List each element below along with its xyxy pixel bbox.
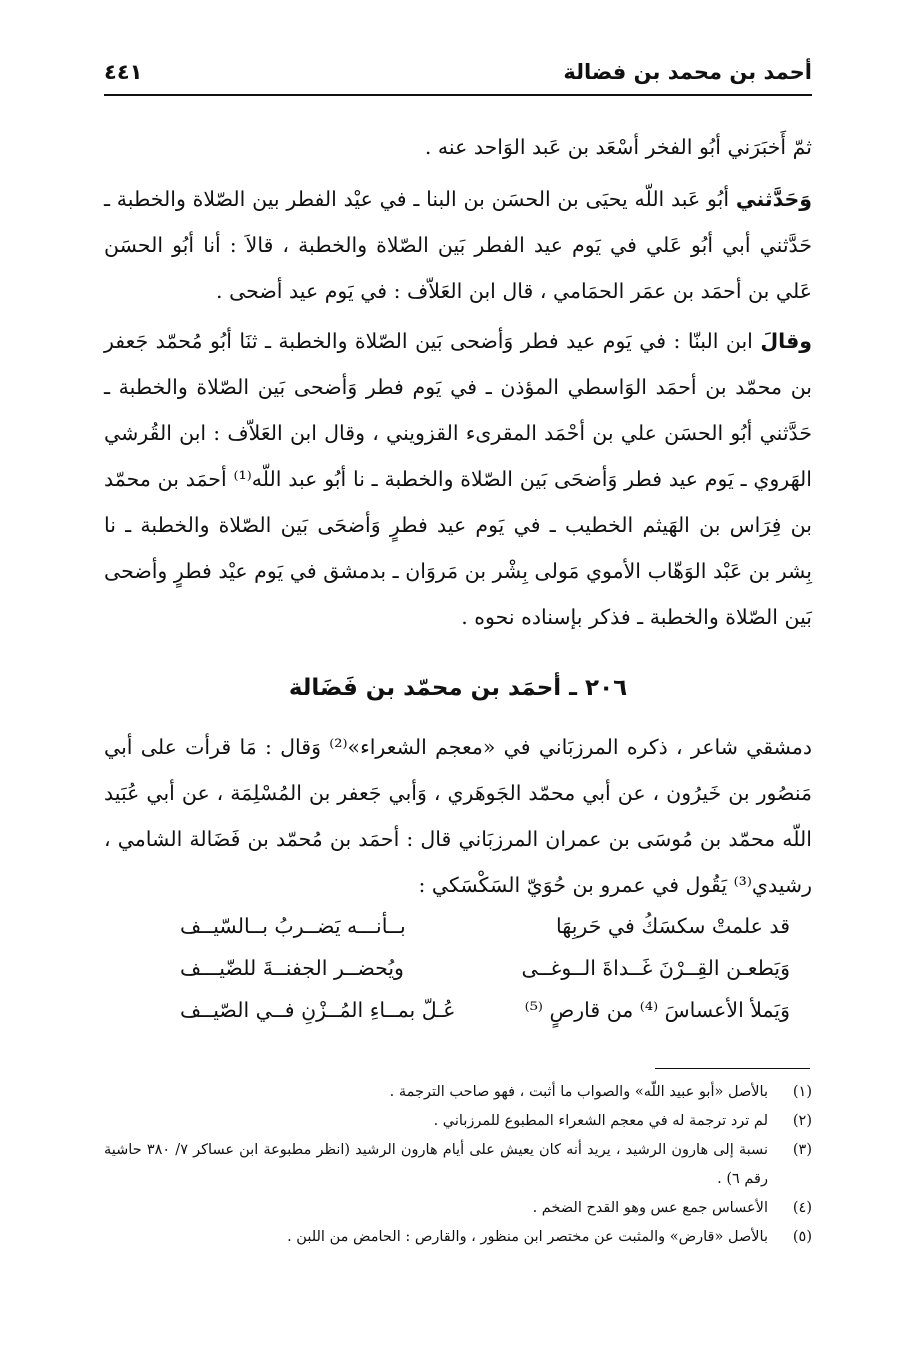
footnote-text: نسبة إلى هارون الرشيد ، يريد أنه كان يعيش على أيام هارون الرشيد (انظر مطبوعة ابن عساكر ٧/ ٣٨٠ حاشية رقم ٦) . (104, 1142, 769, 1187)
section-heading: ٢٠٦ ـ أحمَد بن محمّد بن فَضَالة (288, 675, 628, 701)
verse-line (150, 914, 810, 956)
verse-second-hemistich: عُـلّ بمــاءِ المُــزْنِ فــي الصّيــف (180, 998, 456, 1022)
footnote-divider (655, 1068, 810, 1069)
verse-line (150, 998, 810, 1040)
footnote-number: (٤) (792, 1200, 812, 1216)
verse-second-hemistich: ويُحضــر الجفنــةَ للضّيـــف (180, 956, 404, 980)
footnote-number: (٥) (792, 1229, 812, 1245)
footnote (104, 1107, 812, 1136)
footnote (104, 1223, 812, 1252)
paragraph-2-text: أبُو عَبد اللّه يحيَى بن الحسَن بن البنا ـ في عيْد الفطر بين الصّلاة والخطبة ـ حَدَّثني أبي أبُو عَلي في يَوم عيد الفطر بَين الصّلاة والخطبة ، قالاَ : أنا أبُو الحسَن عَلي بن أحمَد بن عمَر الحمَامي ، قال ابن العَلاّف : في يَوم عيد أضحى . (104, 187, 812, 303)
footnote (104, 1136, 812, 1194)
footnote-number: (١) (792, 1084, 812, 1100)
footnote-number: (٢) (792, 1113, 812, 1129)
paragraph-2 (104, 176, 812, 314)
footnotes (104, 1078, 812, 1252)
footnote-text: بالأصل «أبو عبيد اللّه» والصواب ما أثبت ، فهو صاحب الترجمة . (389, 1084, 768, 1100)
section-intro: دمشقي شاعر ، ذكره المرزبَاني في «معجم الشعراء»⁽²⁾ وَقال : مَا قرأت على أبي مَنصُور بن خَيرُون ، عن أبي محمّد الجَوهَري ، وَأبي جَعفر بن المُسْلِمَة ، عن أبي عُبَيد اللّه محمّد بن مُوسَى بن عمران المرزبَاني قال : أحمَد بن مُحمّد بن فَضَالة الشامي ، رشيدي⁽³⁾ يَقُول في عمرو بن حُوَيّ السَكْسَكي : (104, 735, 812, 897)
page-number: ٤٤١ (104, 60, 143, 84)
footnote (104, 1194, 812, 1223)
paragraph-2-lead: وَحَدَّثني (735, 187, 812, 211)
paragraph-3 (104, 318, 812, 640)
paragraph-1: ثمّ أَخبَرَني أبُو الفخر أسْعَد بن عَبد الوَاحد عنه . (424, 135, 812, 159)
paragraph-3-lead: وقالَ (760, 329, 812, 353)
verse-line (150, 956, 810, 998)
verse-first-hemistich: وَيَطعـن القِــرْنَ غَــداةَ الــوغــى (521, 956, 790, 980)
paragraph-3-text: ابن البنّا : في يَوم عيد فطر وَأضحى بَين الصّلاة والخطبة ـ ثنَا أبُو مُحمّد جَعفر بن محمّد بن أحمَد الوَاسطي المؤذن ـ في يَوم فطر وَأضحى بَين الصّلاة والخطبة ـ حَدَّثني أبُو الحسَن علي بن أحْمَد المقرىء القزويني ، وقال ابن العَلاّف : ابن القُرشي الهَروي ـ يَوم عيد فطر وَأضحَى بَين الصّلاة والخطبة ـ نا أبُو عبد اللّه⁽¹⁾ أحمَد بن محمّد بن فِرَاس بن الهَيثم الخطيب ـ في يَوم عيد فطرٍ وَأضحَى بَين الصّلاة والخطبة ـ نا بِشر بن عَبْد الوَهّاب الأموي مَولى بِشْر بن مَروَان ـ بدمشق في يَوم عيْد فطرٍ وأضحى بَين الصّلاة والخطبة ـ فذكر بإسناده نحوه . (104, 329, 812, 629)
footnote-text: الأعساس جمع عس وهو القدح الضخم . (532, 1200, 768, 1216)
page-header (104, 56, 812, 96)
verse-first-hemistich: قد علمتْ سكسَكُ في حَربِهَا (556, 914, 790, 938)
verse-first-hemistich: وَيَملأ الأعساسَ ⁽⁴⁾ من قارصٍ ⁽⁵⁾ (524, 998, 790, 1022)
footnote (104, 1078, 812, 1107)
footnote-text: بالأصل «قارض» والمثبت عن مختصر ابن منظور ، والقارص : الحامض من اللبن . (287, 1229, 768, 1245)
running-title: أحمد بن محمد بن فضالة (563, 60, 812, 84)
footnote-text: لم ترد ترجمة له في معجم الشعراء المطبوع للمرزباني . (433, 1113, 768, 1129)
verse-second-hemistich: بــأنـــه يَضــربُ بــالسّيــف (180, 914, 406, 938)
footnote-number: (٣) (792, 1142, 812, 1158)
poem (150, 914, 810, 1040)
